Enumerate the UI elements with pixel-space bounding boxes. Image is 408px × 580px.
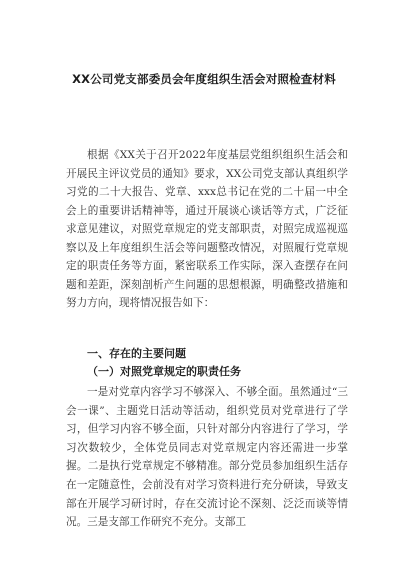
intro-paragraph: 根据《XX关于召开2022年度基层党组织组织生活会和开展民主评议党员的通知》要求，XX公司党支部认真组织学习党的二十大报告、党章、xxx总书记在党的二十届一中全会上的重要讲话精神等，通过开展谈心谈话等方式，广泛征求意见建议，对照党章规定的党支部职责，对照完成巡视巡察以及上年度组织生活会等问题整改情况，对照履行党章规定的职责任务等方面，紧密联系工作实际，深入查摆存在问题和差距，深刻剖析产生问题的思想根源，明确整改措施和努力方向，现将情况报告如下： xyxy=(66,149,348,309)
section-heading: 一、存在的主要问题 xyxy=(87,347,186,360)
subsection-heading: （一）对照党章规定的职责任务 xyxy=(87,365,241,378)
document-title: XX公司党支部委员会年度组织生活会对照检查材料 xyxy=(72,72,336,86)
body-paragraph: 一是对党章内容学习不够深入、不够全面。虽然通过“三会一课”、主题党日活动等活动，组织党员对党章进行了学习，但学习内容不够全面，只针对部分内容进行了学习，学习次数较少，全体党员同志对党章规定内容还需进一步掌握。二是执行党章规定不够精准。部分党员参加组织生活存在一定随意性，会前没有对学习资料进行充分研读，导致支部在开展学习研讨时，存在交流讨论不深刻、泛泛而谈等情况。三是支部工作研究不充分。支部工 xyxy=(66,386,348,529)
